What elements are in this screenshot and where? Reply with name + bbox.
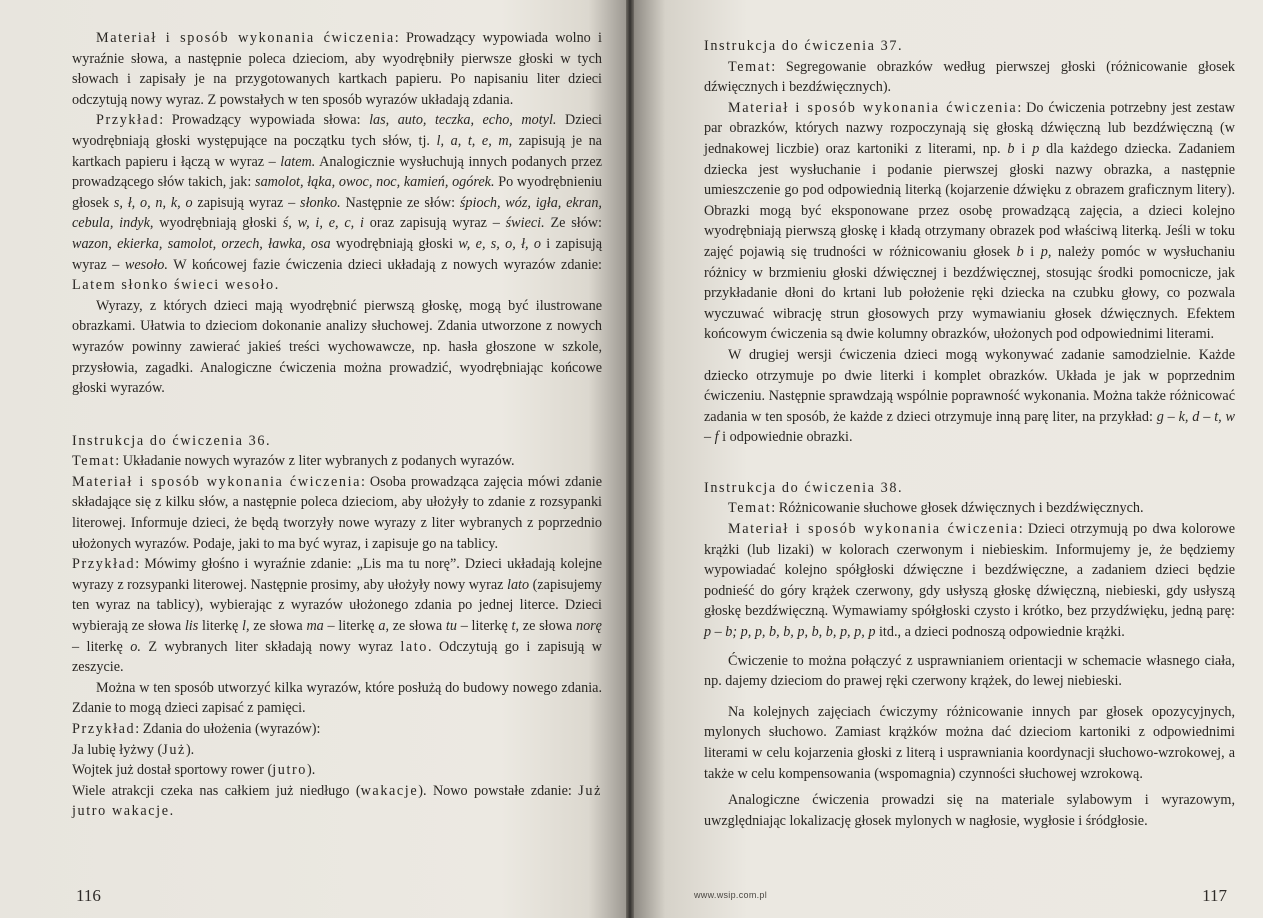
paragraph: Na kolejnych zajęciach ćwiczymy różnicowanie innych par głosek opozycyjnych, mylonych słuchowo. Zamiast krążków można dać dzieciom kartoniki z odpowiednimi literami w celu kojarzenia głoski z literą i usprawniania koordynacji słuchowo-wzrokowej, a także w celu kompensowania (wspomagnia) czynności słuchowej wzrokową. [704,703,1235,782]
page-number: 116 [76,886,101,905]
section-title: Instrukcja do ćwiczenia 36. [72,432,272,449]
section-title: Instrukcja do ćwiczenia 38. [704,479,904,496]
paragraph: Materiał i sposób wykonania ćwiczenia: Do ćwiczenia potrzebny jest zestaw par obrazków, których nazwy rozpoczynają się głoską dźwięczną lub bezdźwięczną (w jednakowej liczbie) oraz kartoniki z literami, np. b i p dla każdego dziecka. Zadaniem dziecka jest wysłuchanie i podanie pierwszej głoski nazwy obrazka, a następnie umieszczenie go pod odpowiednią literką (kojarzenie dźwięku z obrazem graficznym litery). Obrazki mogą być eksponowane przez osobę prowadzącą zajęcia, a dzieci kolejno wyodrębniają pierwszą głoskę i kładą otrzymany obrazek pod właściwą literką. Jeśli w toku zajęć pojawią się trudności w różnicowaniu głosek b i p, należy pomóc w wysłuchaniu różnicy w brzmieniu głoski dźwięcznej i bezdźwięcznej, stosując środki pomocnicze, jak przykładanie dłoni do krtani lub położenie ręki dziecka na czubku głowy, co pozwala wyczuwać wibrację strun głosowych przy wymawianiu głosek dźwięcznych. Efektem końcowym ćwiczenia są dwie kolumny obrazków, ułożonych pod odpowiednimi literami. [704,99,1236,343]
paragraph: Materiał i sposób wykonania ćwiczenia: Osoba prowadząca zajęcia mówi zdanie składające się z kilku słów, a następnie poleca dzieciom, aby ułożyły to zdanie z rozsypanki literowej. Informuje dzieci, że będą tworzyły nowe wyrazy z liter wybranych z poprzednio ułożonych wyrazów. Podaje, jaki to ma być wyraz, i zapisuje go na tablicy. [72,473,603,552]
paragraph: Przykład: Mówimy głośno i wyraźnie zdanie: „Lis ma tu norę”. Dzieci układają kolejne wyrazy z rozsypanki literowej. Następnie prosimy, aby ułożyły nowy wyraz lato (zapisujemy ten wyraz na tablicy), wybierając z wyrazów ułożonego zdania po jednej literce. Dzieci wybierają ze słowa lis literkę l, ze słowa ma – literkę a, ze słowa tu – literkę t, ze słowa norę – literkę o. Z wybranych liter składają nowy wyraz lato. Odczytują go i zapisują w zeszycie. [72,556,602,676]
paragraph: Przykład: Prowadzący wypowiada słowa: las, auto, teczka, echo, motyl. Dzieci wyodrębniają głoski występujące na początku tych słów, tj. l, a, t, e, m, zapisują je na kartkach papieru i łączą w wyraz – latem. Analogicznie wysłuchują innych podanych przez prowadzącego słów takich, jak: samolot, łąka, owoc, noc, kamień, ogórek. Po wyodrębnieniu głosek s, ł, o, n, k, o zapisują wyraz – słonko. Następnie ze słów: śpioch, wóz, igła, ekran, cebula, indyk, wyodrębniają głoski ś, w, i, e, c, i oraz zapisują wyraz – świeci. Ze słów: wazon, ekierka, samolot, orzech, ławka, osa wyodrębniają głoski w, e, s, o, ł, o i zapisują wyraz – wesoło. W końcowej fazie ćwiczenia dzieci układają z nowych wyrazów zdanie: Latem słonko świeci wesoło. [72,112,603,294]
example-sentence: Wojtek już dostał sportowy rower (jutro). [72,762,316,779]
paragraph: Temat: Różnicowanie słuchowe głosek dźwięcznych i bezdźwięcznych. [728,500,1144,517]
paragraph: Materiał i sposób wykonania ćwiczenia: Prowadzący wypowiada wolno i wyraźnie słowa, a następnie poleca dzieciom, aby wyodrębniły pierwsze głoski w tych słowach i zapisały je na przygotowanych kartkach papieru. Po napisaniu liter dzieci odczytują nowy wyraz. Z powstałych w ten sposób wyrazów układają zdania. [72,30,602,108]
paragraph: Analogiczne ćwiczenia prowadzi się na materiale sylabowym i wyrazowym, uwzględniając lokalizację głosek mylonych w nagłosie, wygłosie i śródgłosie. [704,792,1235,829]
left-page [0,0,626,918]
page-number: 117 [1202,886,1227,905]
paragraph: Przykład: Zdania do ułożenia (wyrazów): [72,721,321,737]
example-sentence: Ja lubię łyżwy (Już). [72,741,195,758]
book-gutter [626,0,634,918]
paragraph: Wyrazy, z których dzieci mają wyodrębnić pierwszą głoskę, mogą być ilustrowane obrazkami. Ułatwia to dzieciom dokonanie analizy słuchowej. Zdania utworzone z nowych wyrazów powinny zawierać jakieś treści wychowawcze, np. hasła głoszone w szkole, przysłowia, zagadki. Analogiczne ćwiczenia można prowadzić, wyodrębniając końcowe głoski wyrazów. [72,297,602,397]
paragraph: Można w ten sposób utworzyć kilka wyrazów, które posłużą do budowy nowego zdania. Zdanie to mogą dzieci zapisać z pamięci. [72,679,602,717]
section-title: Instrukcja do ćwiczenia 37. [704,38,904,54]
paragraph: W drugiej wersji ćwiczenia dzieci mogą wykonywać zadanie samodzielnie. Każde dziecko otrzymuje po dwie literki i komplet obrazków. Układa je jak w poprzednim ćwiczeniu. Następnie sprawdzają wspólnie poprawność wykonania. Można także różnicować zadania w ten sposób, że każde z dzieci otrzymuje inną parę liter, na przykład: g – k, d – t, w – f i odpowiednie obrazki. [704,346,1235,446]
paragraph: Ćwiczenie to można połączyć z usprawnianiem orientacji w schemacie własnego ciała, np. dajemy dzieciom do prawej ręki czerwony krążek, do lewej niebieski. [704,652,1235,690]
example-sentence: Wiele atrakcji czeka nas całkiem już niedługo (wakacje). Nowo powstałe zdanie: Już jutro wakacje. [72,782,602,820]
paragraph: Materiał i sposób wykonania ćwiczenia: Dzieci otrzymują po dwa kolorowe krążki (lub lizaki) w kolorach czerwonym i niebieskim. Informujemy je, że będziemy wypowiadać kolejno spółgłoski dźwięczne i bezdźwięczne, a zadaniem dzieci będzie podnieść do góry krążek czerwony, gdy usłyszą głoskę dźwięczną, niebieski, gdy usłyszą głoskę bezdźwięczną. Wymawiamy spółgłoski czysto i krótko, bez przydźwięku, jedną parę: p – b; p, p, b, b, p, b, b, p, p, p itd., a dzieci podnoszą odpowiednie krążki. [704,521,1235,641]
paragraph: Temat: Segregowanie obrazków według pierwszej głoski (różnicowanie głosek dźwięcznych i bezdźwięcznych). [704,58,1235,96]
right-page [634,0,1263,918]
publisher-url: www.wsip.com.pl [694,890,768,900]
paragraph: Temat: Układanie nowych wyrazów z liter wybranych z podanych wyrazów. [72,453,515,470]
